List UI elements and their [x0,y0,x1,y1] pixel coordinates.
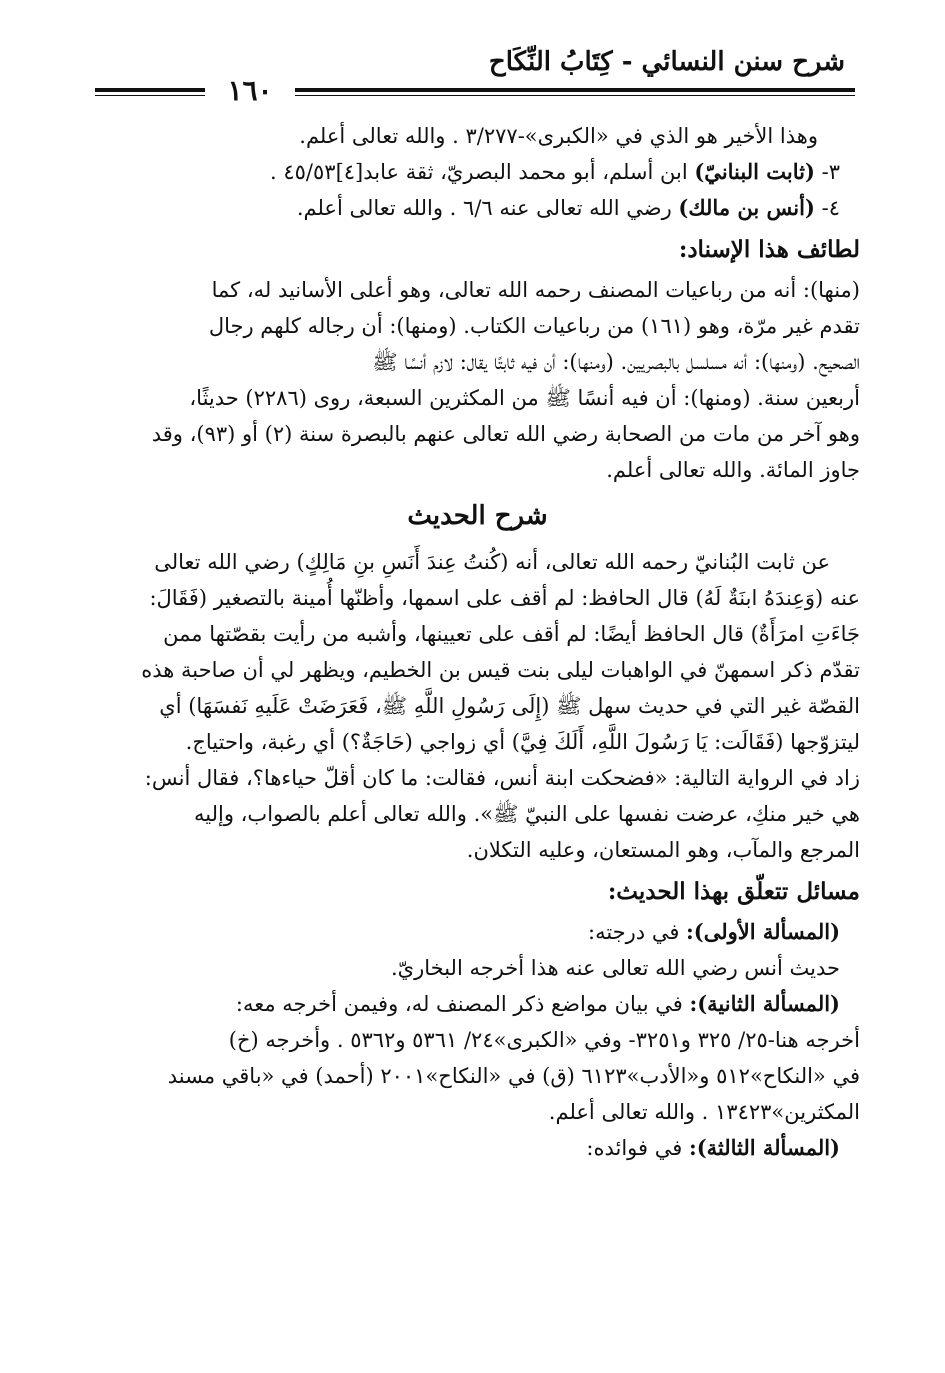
masala-third [95,1130,860,1166]
masala-label: (المسألة الثانية): [689,991,840,1016]
narrator-name: (أنس بن مالك) [678,195,815,220]
text-line: ليتزوّجها (فَقَالَت: يَا رَسُولَ اللَّهِ، أَلَكَ فِيَّ) أي زواجي (حَاجَةٌ؟) أي رغبة، واحتياج. [185,730,860,754]
list-number: ٤- [821,196,840,220]
section-heading-lataif: لطائف هذا الإسناد: [678,236,860,263]
masala-first-body: حديث أنس رضي الله تعالى عنه هذا أخرجه البخاريّ. [391,956,840,980]
masala-label: (المسألة الأولى): [686,919,840,944]
text-line: عن ثابت البُنانيّ رحمه الله تعالى، أنه (كُنتُ عِندَ أَنَسِ بنِ مَالِكٍ) رضي الله تعالى [154,550,830,574]
masala-label: (المسألة الثالثة): [688,1135,840,1160]
text-line: في «النكاح»٥١٢ و«الأدب»٦١٢٣ (ق) في «النكاح»٢٠٠١ (أحمد) في «باقي مسند [167,1064,860,1088]
header-title: شرح سنن النسائي - كِتَابُ النِّكَاح [488,47,845,77]
text-line: عنه (وَعِندَهُ ابنَةٌ لَهُ) قال الحافظ: لم أقف على اسمها، وأظنّها أُمينة بالتصغير (فَقَالَ: [149,586,860,610]
text-line: أربعين سنة. (ومنها): أن فيه أنسًا ﷺ من المكثرين السبعة، روى (٢٢٨٦) حديثًا، [189,386,860,410]
masala-title: في درجته: [588,920,687,944]
lataif-paragraph [95,272,860,488]
narrator-name: (ثابت البنانيّ) [694,159,815,184]
text-line: (منها): أنه من رباعيات المصنف رحمه الله تعالى، وهو أعلى الأسانيد له، كما [211,278,860,302]
text-line: تقدّم ذكر اسمهنّ في الواهبات ليلى بنت قيس بن الخطيم، ويظهر لي أن صاحبة هذه [141,658,860,682]
narrator-description: رضي الله تعالى عنه ٦/٦ . والله تعالى أعلم. [296,196,679,220]
narrator-description: ابن أسلم، أبو محمد البصريّ، ثقة عابد[٤]٤٥/٥٣ . [270,160,695,184]
text-line: جاوز المائة. والله تعالى أعلم. [606,458,860,482]
masala-first [95,914,860,950]
text-line: زاد في الرواية التالية: «فضحكت ابنة أنس، فقالت: ما كان أقلّ حياءها؟، فقال أنس: [144,766,860,790]
list-item-continuation: وهذا الأخير هو الذي في «الكبرى»-٣/٢٧٧ . والله تعالى أعلم. [299,124,818,148]
text-line: وهو آخر من مات من الصحابة رضي الله تعالى عنهم بالبصرة سنة (٢) أو (٩٣)، وقد [151,422,860,446]
running-header [95,40,855,107]
masala-title: في فوائده: [586,1136,689,1160]
text-line: المكثرين»١٣٤٢٣ . والله تعالى أعلم. [548,1100,860,1124]
section-heading-masail: مسائل تتعلّق بهذا الحديث: [607,878,860,905]
list-item-3 [95,154,860,190]
list-number: ٣- [821,160,840,184]
masala-second [95,986,860,1022]
text-line: المرجع والمآب، وهو المستعان، وعليه التكلان. [466,838,860,862]
sharh-paragraph [95,544,860,868]
masala-title: في بيان مواضع ذكر المصنف له، وفيمن أخرجه معه: [235,992,690,1016]
text-line: جَاءَتِ امرَأَةٌ) قال الحافظ أيضًا: لم أقف على تعيينها، وأشبه من رأيت بقصّتها ممن [163,622,860,646]
section-heading-sharh: شرح الحديث [407,501,548,531]
text-line: القصّة غير التي في حديث سهل ﷺ (إِلَى رَسُولِ اللَّهِ ﷺ، فَعَرَضَتْ عَلَيهِ نَفسَهَا) أي [159,694,860,718]
text-line: تقدم غير مرّة، وهو (١٦١) من رباعيات الكتاب. (ومنها): أن رجاله كلهم رجال [208,314,860,338]
page-number: ١٦٠ [205,76,295,106]
text-line: الصحيح. (ومنها): أنه مسلسل بالبصريين. (ومنها): أن فيه ثابتًا يقال: لازم أنسًا ﷺ [372,350,860,374]
page-content [95,118,860,1166]
text-line: أخرجه هنا-٢٥/ ٣٢٥ و٣٢٥١- وفي «الكبرى»٢٤/ ٥٣٦١ و٥٣٦٢ . وأخرجه (خ) [228,1028,860,1052]
list-item-4 [95,190,860,226]
text-line: هي خير منكِ، عرضت نفسها على النبيّ ﷺ». والله تعالى أعلم بالصواب، وإليه [194,802,860,826]
